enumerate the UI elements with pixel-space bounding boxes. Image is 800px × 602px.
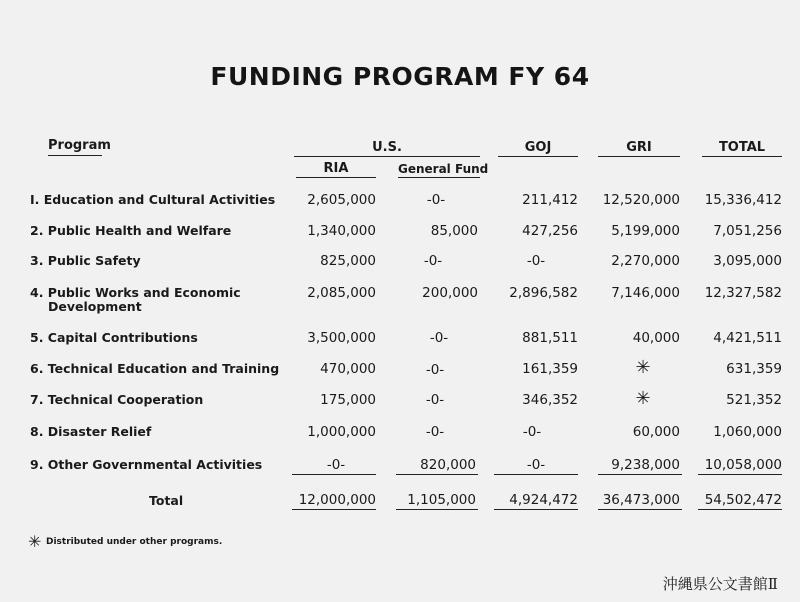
row-label: 7. Technical Cooperation — [30, 392, 204, 407]
total-gri: 36,473,000 — [602, 492, 680, 508]
cell-total: 7,051,256 — [713, 223, 782, 239]
cell-gri: 2,270,000 — [611, 253, 680, 269]
total-rule-general-fund — [396, 509, 478, 510]
total-total: 54,502,472 — [704, 492, 782, 508]
header-goj-underline — [498, 156, 578, 157]
totals-label: Total — [149, 493, 184, 508]
cell-goj: 881,511 — [522, 330, 578, 346]
cell-goj: 427,256 — [522, 223, 578, 239]
header-us-underline — [294, 156, 480, 157]
footnote-asterisk: ✳ — [28, 532, 42, 551]
cell-gri: 40,000 — [632, 330, 680, 346]
cell-total: 1,060,000 — [713, 424, 782, 440]
header-program-underline — [48, 155, 102, 156]
total-goj: 4,924,472 — [509, 492, 578, 508]
cell-ria: 3,500,000 — [307, 330, 376, 346]
archive-stamp: 沖縄県公文書館Ⅱ — [662, 575, 778, 593]
cell-general-fund: -0- — [429, 330, 449, 346]
cell-general-fund: 200,000 — [422, 285, 478, 301]
subtotal-rule-ria — [292, 474, 376, 475]
row-label: 4. Public Works and Economic — [30, 285, 241, 300]
cell-gri: 60,000 — [632, 424, 680, 440]
subtotal-rule-gri — [598, 474, 682, 475]
subtotal-rule-total — [698, 474, 782, 475]
total-rule-goj — [494, 509, 578, 510]
cell-general-fund: 820,000 — [420, 457, 476, 473]
cell-ria: 1,000,000 — [307, 424, 376, 440]
header-ria-underline — [296, 177, 376, 178]
cell-ria: 2,085,000 — [307, 285, 376, 301]
row-label: 6. Technical Education and Training — [30, 361, 280, 376]
header-program: Program — [48, 138, 111, 153]
header-total: TOTAL — [718, 140, 766, 155]
cell-general-fund: -0- — [425, 392, 445, 408]
cell-general-fund: -0- — [423, 253, 443, 269]
cell-ria: 2,605,000 — [307, 192, 376, 208]
header-goj: GOJ — [524, 140, 552, 155]
cell-total: 521,352 — [726, 392, 782, 408]
page-title: FUNDING PROGRAM FY 64 — [210, 62, 590, 91]
footnote-text: Distributed under other programs. — [46, 537, 223, 547]
cell-total: 15,336,412 — [704, 192, 782, 208]
cell-total: 4,421,511 — [713, 330, 782, 346]
subtotal-rule-general-fund — [396, 474, 478, 475]
cell-gri-asterisk: ✳ — [635, 388, 651, 409]
subtotal-rule-goj — [494, 474, 578, 475]
row-label: 9. Other Governmental Activities — [30, 457, 263, 472]
header-total-underline — [702, 156, 782, 157]
header-general-fund: General Fund — [398, 162, 489, 176]
row-label: 8. Disaster Relief — [30, 424, 152, 439]
cell-general-fund: -0- — [426, 192, 446, 208]
cell-ria: 1,340,000 — [307, 223, 376, 239]
cell-gri: 5,199,000 — [611, 223, 680, 239]
cell-ria: 825,000 — [320, 253, 376, 269]
cell-goj: 211,412 — [522, 192, 578, 208]
total-rule-gri — [598, 509, 682, 510]
cell-goj: 2,896,582 — [509, 285, 578, 301]
total-rule-total — [698, 509, 782, 510]
header-ria: RIA — [323, 161, 349, 176]
cell-goj: 346,352 — [522, 392, 578, 408]
total-general-fund: 1,105,000 — [407, 492, 476, 508]
row-label: I. Education and Cultural Activities — [30, 192, 276, 207]
cell-ria: 175,000 — [320, 392, 376, 408]
cell-goj: 161,359 — [522, 361, 578, 377]
row-label-continuation: Development — [48, 299, 142, 314]
cell-general-fund: 85,000 — [430, 223, 478, 239]
row-label: 3. Public Safety — [30, 253, 141, 268]
header-gri-underline — [598, 156, 680, 157]
total-rule-ria — [292, 509, 376, 510]
cell-total: 12,327,582 — [704, 285, 782, 301]
header-general-fund-underline — [398, 177, 480, 178]
cell-gri: 12,520,000 — [602, 192, 680, 208]
header-us: U.S. — [372, 140, 402, 155]
cell-general-fund: -0- — [425, 424, 445, 440]
cell-gri: 9,238,000 — [611, 457, 680, 473]
cell-ria: -0- — [326, 457, 346, 473]
row-label: 5. Capital Contributions — [30, 330, 198, 345]
cell-ria: 470,000 — [320, 361, 376, 377]
cell-goj: -0- — [522, 424, 542, 440]
row-label: 2. Public Health and Welfare — [30, 223, 232, 238]
cell-gri: 7,146,000 — [611, 285, 680, 301]
cell-goj: -0- — [526, 457, 546, 473]
cell-goj: -0- — [526, 253, 546, 269]
cell-total: 10,058,000 — [704, 457, 782, 473]
total-ria: 12,000,000 — [298, 492, 376, 508]
cell-general-fund: -0- — [425, 362, 445, 378]
cell-total: 631,359 — [726, 361, 782, 377]
header-gri: GRI — [626, 140, 652, 155]
cell-total: 3,095,000 — [713, 253, 782, 269]
cell-gri-asterisk: ✳ — [635, 357, 651, 378]
